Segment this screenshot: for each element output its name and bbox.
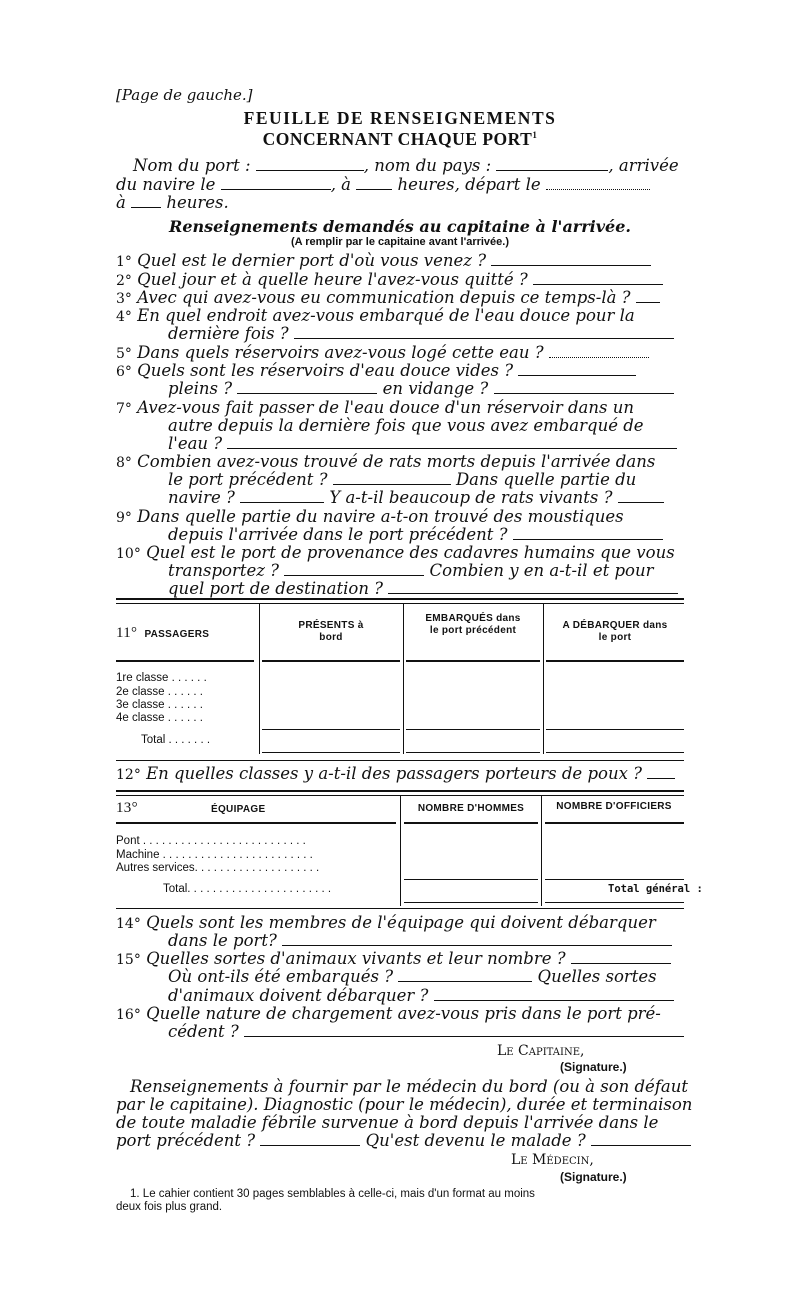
q15-text-a: Quelles sortes d'animaux vivants et leur nombre ? — [146, 949, 566, 968]
arrival-hour-field[interactable] — [356, 177, 392, 190]
question-8-cont — [168, 471, 636, 489]
q10-transported-field[interactable] — [284, 563, 424, 576]
table1-row-1: 1re classe . . . . . . — [116, 672, 207, 684]
footnote-line-2: deux fois plus grand. — [116, 1201, 223, 1213]
q14-field[interactable] — [282, 933, 672, 946]
q8-number: 8° — [116, 455, 132, 471]
arrival-date-field[interactable] — [221, 177, 331, 190]
table2-header-officiers: NOMBRE D'OFFICIERS — [556, 801, 672, 812]
q7-text-c: l'eau ? — [168, 434, 223, 453]
question-10-cont — [168, 562, 653, 580]
at-label: , à — [330, 175, 352, 194]
table2-col-divider-2 — [541, 796, 542, 906]
table2-number: 13° — [116, 800, 138, 816]
question-1 — [116, 252, 651, 271]
q12-field[interactable] — [647, 766, 675, 779]
table1-row-2: 2e classe . . . . . . — [116, 686, 203, 698]
q6-full-field[interactable] — [237, 381, 377, 394]
table1-total-row: Total . . . . . . . — [141, 734, 211, 746]
q15-text-b1: Où ont-ils été embarqués ? — [168, 967, 394, 986]
table1-row-3: 3e classe . . . . . . — [116, 699, 203, 711]
q12-text: En quelles classes y a-t-il des passagers porteurs de poux ? — [146, 764, 642, 783]
q4-number: 4° — [116, 309, 132, 325]
q8-text-b1: le port précédent ? — [168, 470, 328, 489]
doctor-text-line-1: Renseignements à fournir par le médecin du bord (ou à son défaut — [130, 1077, 689, 1096]
q12-number: 12° — [116, 767, 141, 783]
q14-text-a: Quels sont les membres de l'équipage qui doivent débarquer — [146, 913, 656, 932]
row-label: 4e classe — [116, 712, 165, 724]
row-label: 3e classe — [116, 699, 165, 711]
question-4-cont — [168, 325, 674, 343]
table2-header-rule-a — [116, 822, 396, 824]
table2-top-rule — [116, 790, 684, 792]
q6-draining-label: en vidange ? — [382, 379, 489, 398]
table2-total-general: Total général : — [608, 883, 703, 895]
table1-top-rule-2 — [116, 603, 684, 604]
embarques-label: EMBARQUÉS dans le port précédent — [425, 613, 521, 636]
question-7-cont-2 — [168, 435, 677, 453]
row-label: Machine — [116, 849, 160, 861]
q6-number: 6° — [116, 364, 132, 380]
q10-text-a: Quel est le port de provenance des cadavres humains que vous — [146, 543, 675, 562]
q2-field[interactable] — [533, 272, 663, 285]
q9-text-a: Dans quelle partie du navire a-t-on trouvé des moustiques — [137, 507, 624, 526]
doctor-patient-field[interactable] — [591, 1133, 691, 1146]
q15-animals-field[interactable] — [571, 951, 671, 964]
question-16-cont — [168, 1023, 684, 1041]
q10-destination-field[interactable] — [388, 581, 678, 594]
q1-number: 1° — [116, 254, 132, 270]
question-7-cont — [168, 417, 644, 435]
doctor-text-line-2: par le capitaine). Diagnostic (pour le médecin), durée et terminaison — [116, 1095, 693, 1114]
q3-number: 3° — [116, 291, 132, 307]
q9-text-b: depuis l'arrivée dans le port précédent ? — [168, 525, 508, 544]
table1-header-rule-c — [406, 660, 540, 662]
presents-label: PRÉSENTS à bord — [298, 620, 364, 643]
doctor-signature-label: (Signature.) — [560, 1170, 627, 1184]
table2-header-equipage — [116, 802, 265, 816]
table1-header-rule-b — [262, 660, 400, 662]
q6-empty-field[interactable] — [518, 363, 636, 376]
passagers-label: PASSAGERS — [144, 629, 210, 640]
q10-text-b2: Combien y en a-t-il et pour — [429, 561, 654, 580]
at-label-2: à — [116, 193, 126, 212]
table2-row-3: Autres services. . . . . . . . . . . . . . . . . . . . — [116, 862, 320, 874]
table2-bottom-rule-c — [545, 902, 684, 903]
table2-bottom-rule — [116, 908, 684, 909]
table1-col-divider-3 — [543, 604, 544, 754]
footnote-ref: 1. — [130, 1188, 140, 1200]
table2-bottom-rule-b — [404, 902, 538, 903]
table1-header-passagers — [116, 627, 209, 641]
footnote-text-1: Le cahier contient 30 pages semblables à celle-ci, mais d'un format au moins — [142, 1188, 535, 1200]
q16-field[interactable] — [244, 1024, 684, 1037]
q6-draining-field[interactable] — [494, 381, 674, 394]
q3-text: Avec qui avez-vous eu communication depuis ce temps-là ? — [137, 288, 631, 307]
question-9-cont — [168, 526, 663, 544]
title-line-2-text: CONCERNANT CHAQUE PORT — [262, 129, 533, 149]
q9-field[interactable] — [513, 527, 663, 540]
table1-sum-rule-b — [262, 729, 400, 730]
question-15-cont-2 — [168, 987, 674, 1005]
table1-top-rule — [116, 598, 684, 600]
captain-title: Le Capitaine, — [497, 1043, 585, 1059]
table1-col-divider-1 — [259, 604, 260, 754]
port-field[interactable] — [256, 158, 364, 171]
title-footnote-ref: 1 — [532, 130, 538, 141]
row-label: 2e classe — [116, 686, 165, 698]
table1-header-rule-a — [116, 660, 254, 662]
table1-bottom-rule — [116, 760, 684, 761]
q16-text-a: Quelle nature de chargement avez-vous pris dans le port pré- — [146, 1004, 661, 1023]
table1-header-embarques — [406, 613, 540, 637]
q7-text-a: Avez-vous fait passer de l'eau douce d'un réservoir dans un — [137, 398, 634, 417]
ship-label: du navire le — [116, 175, 216, 194]
debarquer-label: A DÉBARQUER dans le port — [562, 620, 668, 643]
row-label: 1re classe — [116, 672, 169, 684]
q5-text: Dans quels réservoirs avez-vous logé cette eau ? — [137, 343, 544, 362]
footnote-line-1 — [130, 1188, 535, 1200]
hours-label: heures. — [166, 193, 229, 212]
question-15-cont — [168, 968, 657, 986]
question-14-cont — [168, 932, 672, 950]
section-subtitle: (A remplir par le capitaine avant l'arrivée.) — [290, 236, 510, 248]
q4-text-b: dernière fois ? — [168, 324, 289, 343]
q6-text-a: Quels sont les réservoirs d'eau douce vides ? — [137, 361, 514, 380]
q10-text-b1: transportez ? — [168, 561, 280, 580]
table2-sum-rule-c — [545, 879, 684, 880]
table1-sum-rule-c — [406, 729, 540, 730]
table1-bottom-rule-b — [262, 752, 400, 753]
q4-text-a: En quel endroit avez-vous embarqué de l'eau douce pour la — [137, 306, 635, 325]
table2-header-rule-c — [545, 822, 684, 824]
total-label: Total — [141, 734, 166, 746]
port-label: Nom du port : — [133, 156, 251, 175]
table2-total-row: Total. . . . . . . . . . . . . . . . . . . . . . . — [163, 883, 332, 895]
q14-text-b: dans le port? — [168, 931, 277, 950]
table1-row-4: 4e classe . . . . . . — [116, 712, 203, 724]
doctor-prev-port-label: port précédent ? — [116, 1131, 256, 1150]
question-8-cont-2 — [168, 489, 664, 507]
title-line-2 — [0, 129, 800, 150]
title-line-1: FEUILLE DE RENSEIGNEMENTS — [243, 108, 557, 128]
table1-bottom-rule-c — [406, 752, 540, 753]
section-title: Renseignements demandés au capitaine à l'arrivée. — [169, 217, 631, 236]
q5-number: 5° — [116, 346, 132, 362]
doctor-text-line-4 — [116, 1132, 691, 1150]
q10-text-c: quel port de destination ? — [168, 579, 384, 598]
q8-ship-part-field[interactable] — [240, 490, 324, 503]
q7-number: 7° — [116, 401, 132, 417]
q6-full-label: pleins ? — [168, 379, 233, 398]
q14-number: 14° — [116, 916, 141, 932]
page-label: [Page de gauche.] — [116, 86, 253, 104]
q16-text-b: cédent ? — [168, 1022, 239, 1041]
table1-number: 11° — [116, 625, 138, 641]
table1-bottom-rule-d — [546, 752, 684, 753]
table2-header-rule-b — [404, 822, 538, 824]
q8-text-c1: navire ? — [168, 488, 235, 507]
q15-text-b2: Quelles sortes — [537, 967, 657, 986]
q15-number: 15° — [116, 952, 141, 968]
q8-text-c2: Y a-t-il beaucoup de rats vivants ? — [329, 488, 613, 507]
q2-number: 2° — [116, 273, 132, 289]
question-12 — [116, 765, 675, 784]
question-10-cont-2 — [168, 580, 678, 598]
q7-field[interactable] — [227, 436, 677, 449]
q8-dead-rats-field[interactable] — [333, 472, 451, 485]
total-label: Total — [163, 883, 188, 895]
q8-live-rats-field[interactable] — [618, 490, 664, 503]
row-label: Autres services — [116, 862, 195, 874]
q7-text-b: autre depuis la dernière fois que vous avez embarqué de — [168, 416, 644, 435]
departure-label: heures, départ le — [397, 175, 541, 194]
country-label: , nom du pays : — [363, 156, 492, 175]
q3-field[interactable] — [636, 290, 660, 303]
q8-text-a: Combien avez-vous trouvé de rats morts depuis l'arrivée dans — [137, 452, 656, 471]
arrival-label: , arrivée — [608, 156, 679, 175]
q15-text-c: d'animaux doivent débarquer ? — [168, 986, 429, 1005]
table1-header-presents — [262, 620, 400, 644]
table1-col-divider-2 — [403, 604, 404, 754]
doctor-text-line-3: de toute maladie fébrile survenue à bord depuis l'arrivée dans le — [116, 1113, 659, 1132]
q4-field[interactable] — [294, 326, 674, 339]
doctor-diagnosis-field[interactable] — [260, 1133, 360, 1146]
departure-date-field[interactable] — [546, 177, 650, 190]
q15-embarked-field[interactable] — [398, 969, 532, 982]
q5-field[interactable] — [549, 345, 649, 358]
q8-text-b2: Dans quelle partie du — [455, 470, 637, 489]
table1-header-rule-d — [546, 660, 684, 662]
table2-row-1: Pont . . . . . . . . . . . . . . . . . . . . . . . . . . — [116, 835, 306, 847]
q2-text: Quel jour et à quelle heure l'avez-vous quitté ? — [137, 270, 528, 289]
table2-sum-rule-b — [404, 879, 538, 880]
q1-text: Quel est le dernier port d'où vous venez ? — [137, 251, 487, 270]
q15-disembark-field[interactable] — [434, 988, 674, 1001]
table2-col-divider-1 — [400, 796, 401, 906]
q10-number: 10° — [116, 546, 141, 562]
row-label: Pont — [116, 835, 140, 847]
table1-sum-rule-d — [546, 729, 684, 730]
table2-header-hommes: NOMBRE D'HOMMES — [417, 803, 525, 814]
table1-header-debarquer — [546, 620, 684, 644]
intro-line-1 — [133, 157, 679, 175]
q1-field[interactable] — [491, 253, 651, 266]
q9-number: 9° — [116, 510, 132, 526]
intro-line-3 — [116, 194, 229, 212]
q16-number: 16° — [116, 1007, 141, 1023]
doctor-title: Le Médecin, — [511, 1152, 594, 1168]
question-6-cont — [168, 380, 674, 398]
country-field[interactable] — [496, 158, 608, 171]
captain-signature-label: (Signature.) — [560, 1060, 627, 1074]
table2-row-2: Machine . . . . . . . . . . . . . . . . . . . . . . . . — [116, 849, 313, 861]
doctor-patient-label: Qu'est devenu le malade ? — [365, 1131, 586, 1150]
departure-hour-field[interactable] — [131, 195, 161, 208]
equipage-label: ÉQUIPAGE — [211, 804, 266, 815]
intro-line-2 — [116, 176, 650, 194]
